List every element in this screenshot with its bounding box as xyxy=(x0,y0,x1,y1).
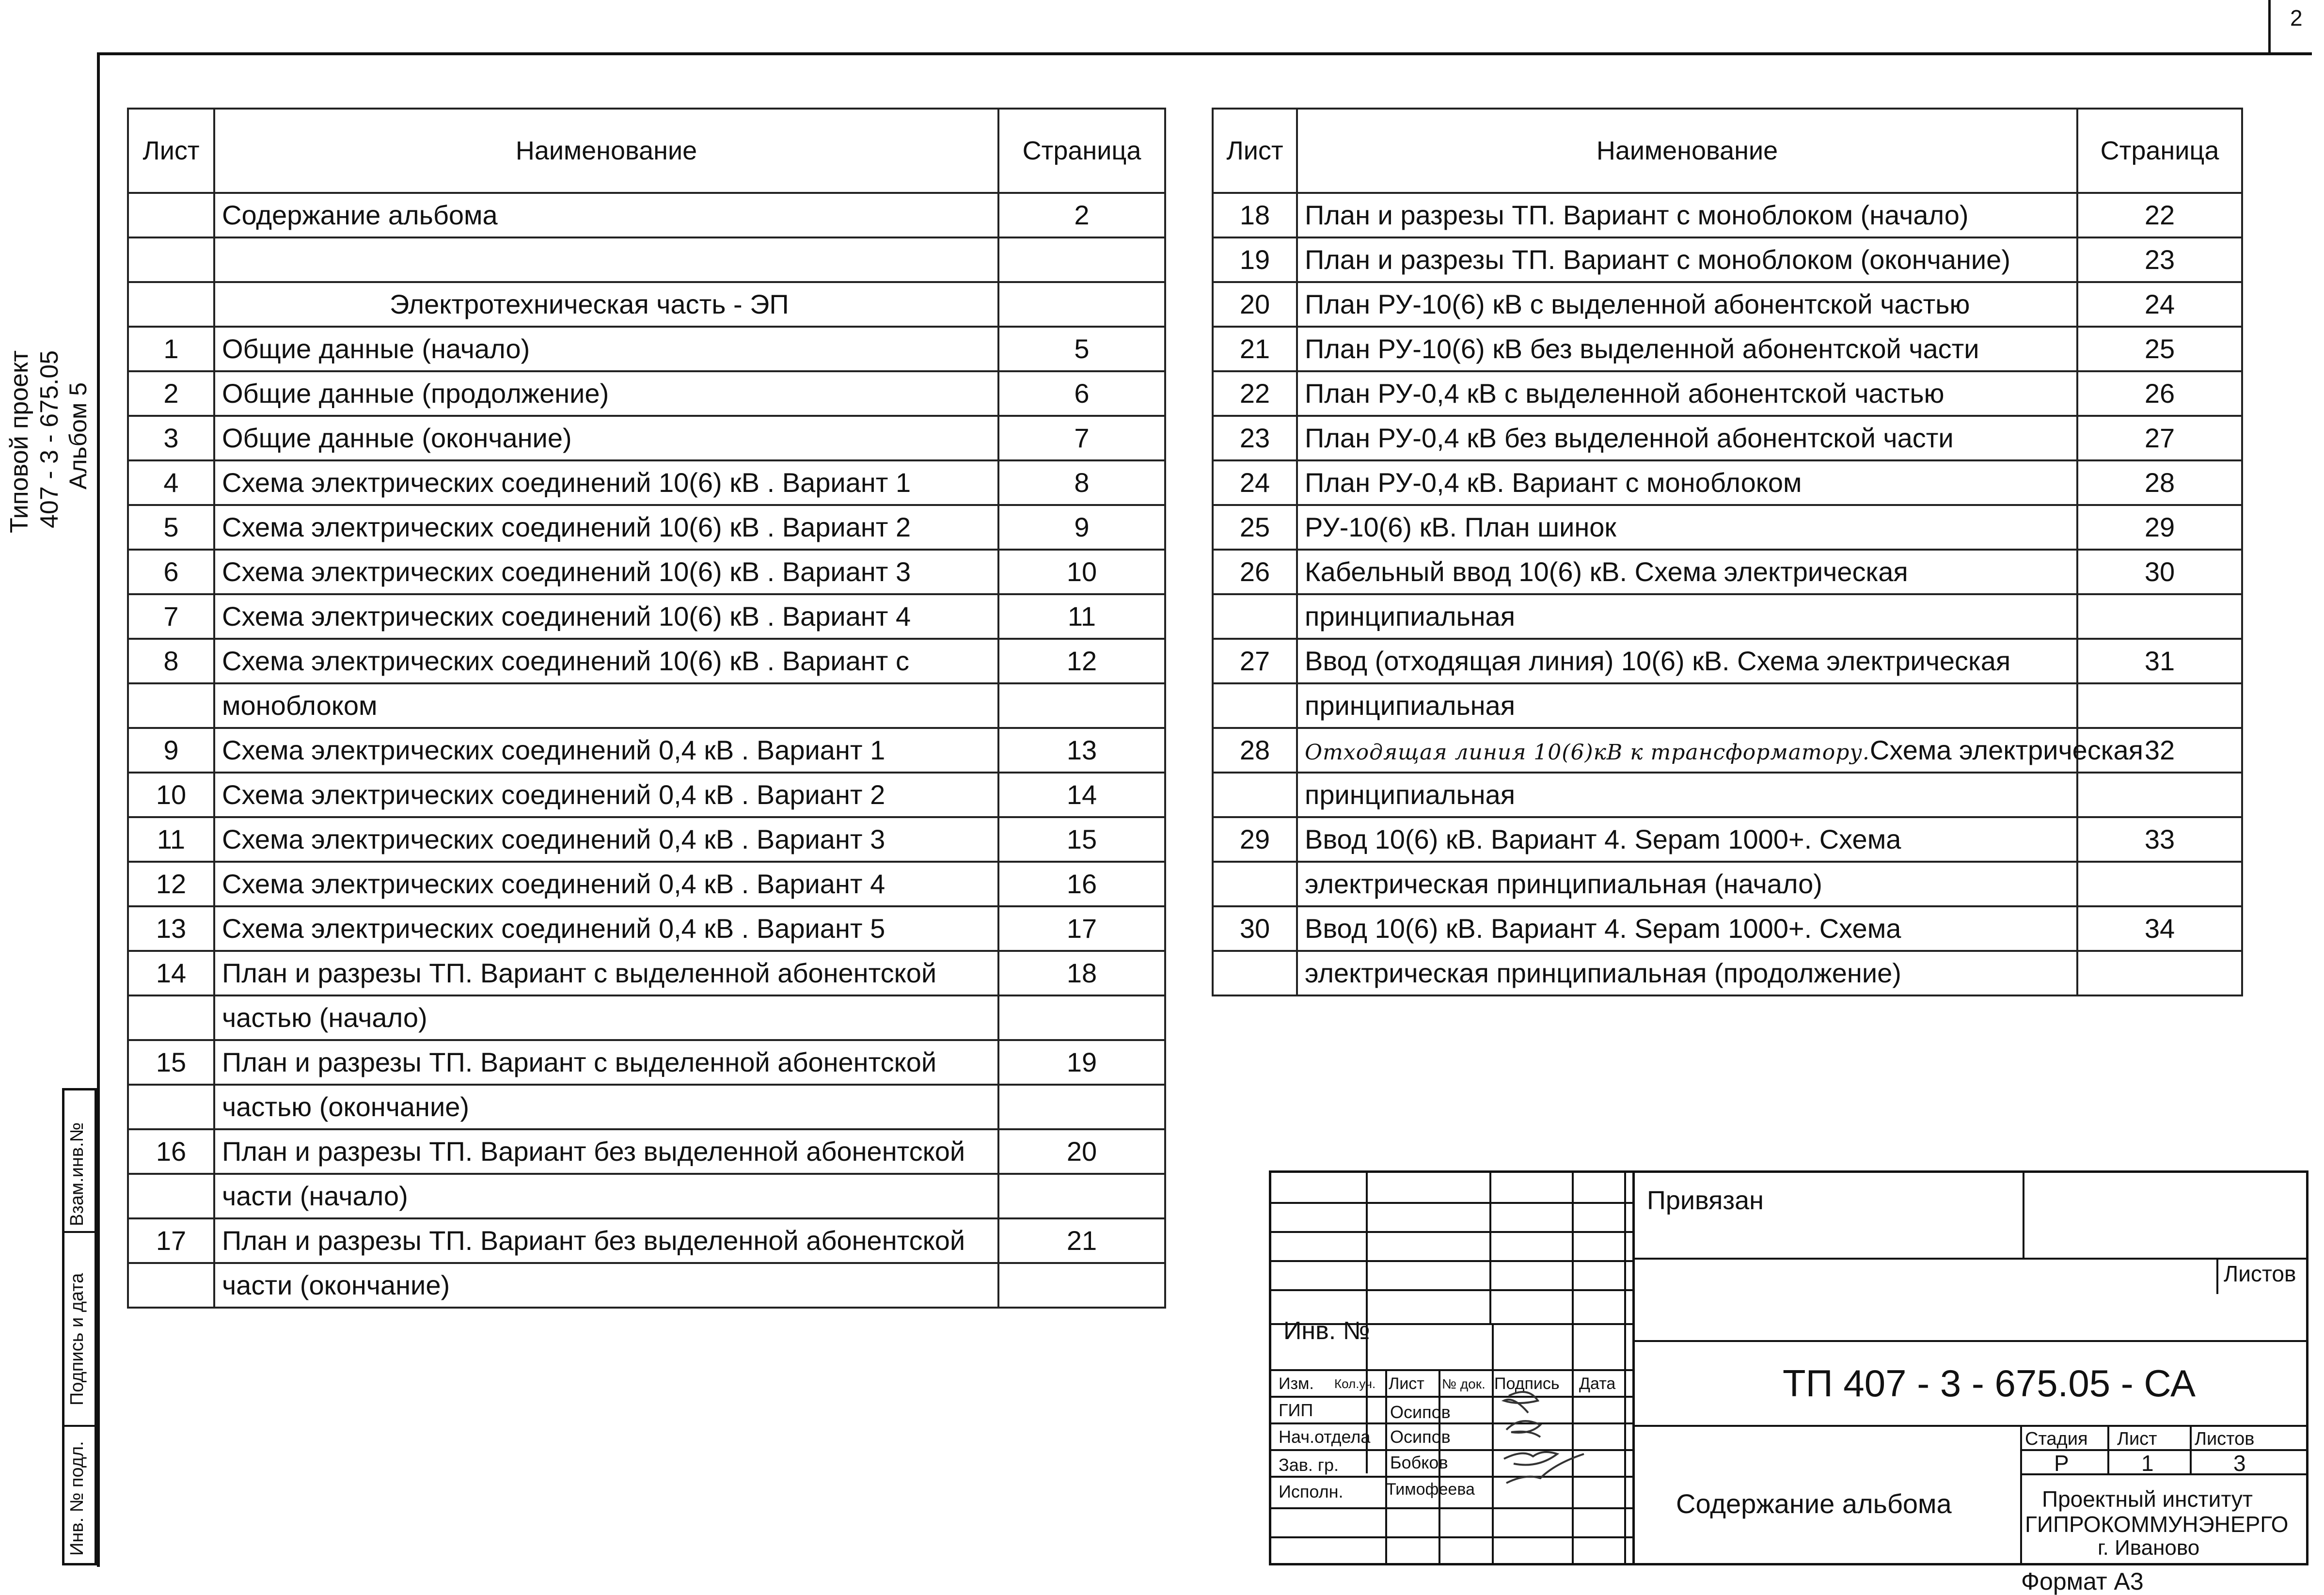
cell-page: 8 xyxy=(998,460,1165,505)
cell-page: 15 xyxy=(998,817,1165,862)
tb-role: Исполн. xyxy=(1279,1482,1344,1501)
cell-page: 13 xyxy=(998,728,1165,773)
tb-bound-label: Привязан xyxy=(1647,1186,1764,1215)
cell-page: 33 xyxy=(2077,817,2242,862)
cell-name: План РУ-10(6) кВ без выделенной абонентской части xyxy=(1297,327,2077,371)
table-row xyxy=(128,327,1165,371)
table-header-row xyxy=(128,109,1165,193)
tb-line xyxy=(2020,1425,2022,1565)
tb-grid-line xyxy=(1271,1231,1632,1233)
cell-page: 32 xyxy=(2077,728,2242,773)
cell-page xyxy=(2077,594,2242,639)
table-row xyxy=(128,594,1165,639)
cell-page xyxy=(2077,951,2242,995)
cell-name: Схема электрических соединений 0,4 кВ . Вариант 3 xyxy=(214,817,998,862)
cell-page xyxy=(2077,773,2242,817)
table-row xyxy=(1213,594,2242,639)
cell-page: 17 xyxy=(998,906,1165,951)
cell-sheet: 14 xyxy=(128,951,214,995)
cell-name: План и разрезы ТП. Вариант без выделенной абонентской xyxy=(214,1129,998,1174)
table-row xyxy=(1213,460,2242,505)
cell-name-text: Схема электрическая xyxy=(1869,735,2143,765)
signatures-icon xyxy=(1494,1386,1625,1502)
tb-org-line: Проектный институт xyxy=(2042,1486,2253,1512)
cell-sheet xyxy=(128,683,214,728)
tb-doc-code: ТП 407 - 3 - 675.05 - СА xyxy=(1783,1362,2196,1405)
cell-name: Схема электрических соединений 0,4 кВ . Вариант 2 xyxy=(214,773,998,817)
page-number: 2 xyxy=(2290,5,2303,31)
cell-page: 16 xyxy=(998,862,1165,906)
tb-col-date: Дата xyxy=(1579,1374,1616,1393)
cell-sheet: 25 xyxy=(1213,505,1297,550)
table-row xyxy=(128,862,1165,906)
cell-name: Ввод 10(6) кВ. Вариант 4. Sepam 1000+. Схема xyxy=(1297,906,2077,951)
tb-person: Тимофеева xyxy=(1386,1480,1475,1499)
tb-line xyxy=(1632,1340,2307,1342)
table-row xyxy=(1213,327,2242,371)
table-row xyxy=(1213,505,2242,550)
cell-page: 31 xyxy=(2077,639,2242,683)
table-row xyxy=(128,193,1165,237)
table-row xyxy=(1213,728,2242,773)
tb-sheets-header: Листов xyxy=(2195,1429,2255,1449)
cell-name: Ввод 10(6) кВ. Вариант 4. Sepam 1000+. Схема xyxy=(1297,817,2077,862)
cell-sheet xyxy=(128,193,214,237)
table-row xyxy=(128,728,1165,773)
tb-stage-header: Стадия xyxy=(2025,1429,2088,1449)
cell-sheet xyxy=(128,995,214,1040)
cell-page: 10 xyxy=(998,550,1165,594)
cell-name: частью (окончание) xyxy=(214,1085,998,1129)
header-name: Наименование xyxy=(214,109,998,193)
header-sheet: Лист xyxy=(128,109,214,193)
tb-grid-line xyxy=(1271,1202,1632,1204)
tb-grid-line xyxy=(1271,1289,1632,1291)
header-page: Страница xyxy=(2077,109,2242,193)
table-row xyxy=(128,1263,1165,1308)
cell-sheet: 18 xyxy=(1213,193,1297,237)
table-row xyxy=(1213,416,2242,460)
tb-sheets-label: Листов xyxy=(2224,1261,2296,1286)
table-row xyxy=(128,460,1165,505)
cell-page: 29 xyxy=(2077,505,2242,550)
cell-page: 19 xyxy=(998,1040,1165,1085)
handwritten-note: Отходящая линия 10(6)кВ к трансформатору. xyxy=(1305,740,1870,765)
tb-col-sheet: Лист xyxy=(1389,1374,1424,1393)
tb-doc-title: Содержание альбома xyxy=(1676,1488,1952,1519)
cell-name: План РУ-0,4 кВ без выделенной абонентской части xyxy=(1297,416,2077,460)
tb-col-count: Кол.уч. xyxy=(1334,1376,1376,1391)
table-row xyxy=(1213,282,2242,327)
tb-grid-line xyxy=(1271,1369,1632,1371)
tb-grid-line xyxy=(1492,1323,1494,1565)
table-row xyxy=(1213,550,2242,594)
cell-sheet xyxy=(128,237,214,282)
table-row xyxy=(128,371,1165,416)
cell-name: Кабельный ввод 10(6) кВ. Схема электрическая xyxy=(1297,550,2077,594)
side-stamp-divider xyxy=(64,1231,95,1233)
cell-sheet: 3 xyxy=(128,416,214,460)
cell-page: 18 xyxy=(998,951,1165,995)
cell-page: 14 xyxy=(998,773,1165,817)
cell-sheet xyxy=(1213,862,1297,906)
cell-name: Схема электрических соединений 10(6) кВ . Вариант 4 xyxy=(214,594,998,639)
side-stamp-signature: Подпись и дата xyxy=(67,1273,87,1405)
title-block xyxy=(1269,1170,2308,1565)
cell-name: Схема электрических соединений 10(6) кВ . Вариант с xyxy=(214,639,998,683)
table-row xyxy=(128,1174,1165,1218)
header-page: Страница xyxy=(998,109,1165,193)
table-row xyxy=(128,416,1165,460)
cell-sheet: 26 xyxy=(1213,550,1297,594)
cell-sheet: 27 xyxy=(1213,639,1297,683)
cell-page: 26 xyxy=(2077,371,2242,416)
cell-name: Схема электрических соединений 0,4 кВ . Вариант 4 xyxy=(214,862,998,906)
cell-sheet: 2 xyxy=(128,371,214,416)
table-row xyxy=(128,1040,1165,1085)
cell-name: Схема электрических соединений 0,4 кВ . Вариант 1 xyxy=(214,728,998,773)
tb-grid-line xyxy=(1271,1536,1632,1538)
cell-page xyxy=(998,237,1165,282)
cell-name: моноблоком xyxy=(214,683,998,728)
tb-person: Осипов xyxy=(1390,1427,1451,1447)
cell-name: План РУ-10(6) кВ с выделенной абонентской частью xyxy=(1297,282,2077,327)
cell-sheet xyxy=(128,1174,214,1218)
cell-page: 9 xyxy=(998,505,1165,550)
table-row xyxy=(128,906,1165,951)
cell-name: Схема электрических соединений 10(6) кВ . Вариант 1 xyxy=(214,460,998,505)
tb-col-signature: Подпись xyxy=(1494,1374,1560,1393)
cell-name: План и разрезы ТП. Вариант с моноблоком (начало) xyxy=(1297,193,2077,237)
cell-page: 5 xyxy=(998,327,1165,371)
tb-sheet-value: 1 xyxy=(2141,1451,2154,1476)
table-row xyxy=(128,1085,1165,1129)
cell-sheet xyxy=(128,1085,214,1129)
table-row xyxy=(128,995,1165,1040)
tb-line xyxy=(2107,1425,2109,1473)
tb-col-change: Изм. xyxy=(1279,1374,1314,1393)
cell-name: Ввод (отходящая линия) 10(6) кВ. Схема электрическая xyxy=(1297,639,2077,683)
cell-page: 30 xyxy=(2077,550,2242,594)
cell-sheet xyxy=(128,282,214,327)
table-row xyxy=(1213,862,2242,906)
cell-sheet: 4 xyxy=(128,460,214,505)
tb-org-line: ГИПРОКОММУНЭНЕРГО xyxy=(2025,1512,2289,1537)
cell-sheet: 6 xyxy=(128,550,214,594)
cell-page xyxy=(2077,862,2242,906)
cell-sheet: 12 xyxy=(128,862,214,906)
tb-col-docno: № док. xyxy=(1442,1376,1486,1391)
cell-sheet xyxy=(1213,951,1297,995)
cell-name: Содержание альбома xyxy=(214,193,998,237)
cell-page: 2 xyxy=(998,193,1165,237)
cell-page: 28 xyxy=(2077,460,2242,505)
cell-page xyxy=(998,683,1165,728)
cell-page: 23 xyxy=(2077,237,2242,282)
cell-name: План и разрезы ТП. Вариант с выделенной абонентской xyxy=(214,1040,998,1085)
table-row xyxy=(128,505,1165,550)
cell-name: принципиальная xyxy=(1297,683,2077,728)
cell-page: 24 xyxy=(2077,282,2242,327)
tb-line xyxy=(1632,1258,2307,1260)
table-row xyxy=(128,1129,1165,1174)
contents-table-left xyxy=(127,108,1166,1309)
cell-sheet: 30 xyxy=(1213,906,1297,951)
table-row xyxy=(1213,773,2242,817)
tb-person: Осипов xyxy=(1390,1402,1451,1422)
cell-name: электрическая принципиальная (начало) xyxy=(1297,862,2077,906)
cell-page xyxy=(998,1174,1165,1218)
header-sheet: Лист xyxy=(1213,109,1297,193)
cell-name: План и разрезы ТП. Вариант с моноблоком (окончание) xyxy=(1297,237,2077,282)
cell-sheet: 8 xyxy=(128,639,214,683)
cell-sheet xyxy=(1213,683,1297,728)
cell-page xyxy=(998,1085,1165,1129)
cell-sheet: 24 xyxy=(1213,460,1297,505)
cell-name: принципиальная xyxy=(1297,594,2077,639)
cell-name: части (начало) xyxy=(214,1174,998,1218)
side-stamp-replace: Взам.инв.№ xyxy=(67,1122,87,1226)
cell-sheet: 10 xyxy=(128,773,214,817)
cell-name: План РУ-0,4 кВ. Вариант с моноблоком xyxy=(1297,460,2077,505)
cell-sheet xyxy=(128,1263,214,1308)
table-row xyxy=(128,951,1165,995)
cell-page xyxy=(998,995,1165,1040)
cell-page xyxy=(998,282,1165,327)
table-row xyxy=(128,1218,1165,1263)
cell-name: РУ-10(6) кВ. План шинок xyxy=(1297,505,2077,550)
side-stamp-inventory: Инв. № подл. xyxy=(67,1441,87,1556)
cell-name: частью (начало) xyxy=(214,995,998,1040)
side-title-code: 407 - 3 - 675.05 xyxy=(35,350,63,528)
cell-name: Общие данные (начало) xyxy=(214,327,998,371)
cell-name: План и разрезы ТП. Вариант без выделенной абонентской xyxy=(214,1218,998,1263)
cell-name xyxy=(1297,728,2143,773)
cell-sheet: 23 xyxy=(1213,416,1297,460)
cell-name: электрическая принципиальная (продолжение) xyxy=(1297,951,2077,995)
cell-sheet: 29 xyxy=(1213,817,1297,862)
table-row xyxy=(128,683,1165,728)
cell-sheet: 15 xyxy=(128,1040,214,1085)
table-row xyxy=(1213,817,2242,862)
cell-page xyxy=(2077,683,2242,728)
tb-sheets-value: 3 xyxy=(2233,1451,2246,1476)
cell-sheet: 9 xyxy=(128,728,214,773)
cell-name: Схема электрических соединений 0,4 кВ . Вариант 5 xyxy=(214,906,998,951)
tb-inv-no: Инв. № xyxy=(1283,1317,1370,1345)
cell-sheet xyxy=(1213,594,1297,639)
cell-name: Электротехническая часть - ЭП xyxy=(214,282,998,327)
cell-sheet: 28 xyxy=(1213,728,1297,773)
cell-sheet: 17 xyxy=(128,1218,214,1263)
side-stamp-divider xyxy=(64,1425,95,1427)
tb-grid-line xyxy=(1271,1260,1632,1262)
table-row xyxy=(128,550,1165,594)
cell-name: План РУ-0,4 кВ с выделенной абонентской частью xyxy=(1297,371,2077,416)
cell-page: 12 xyxy=(998,639,1165,683)
cell-page: 11 xyxy=(998,594,1165,639)
cell-page: 22 xyxy=(2077,193,2242,237)
tb-line xyxy=(2216,1258,2218,1294)
cell-page: 25 xyxy=(2077,327,2242,371)
side-title-album: Альбом 5 xyxy=(64,382,92,490)
cell-name: Общие данные (продолжение) xyxy=(214,371,998,416)
cell-sheet: 1 xyxy=(128,327,214,371)
cell-name: Общие данные (окончание) xyxy=(214,416,998,460)
cell-sheet: 20 xyxy=(1213,282,1297,327)
cell-sheet: 21 xyxy=(1213,327,1297,371)
cell-name: Схема электрических соединений 10(6) кВ . Вариант 2 xyxy=(214,505,998,550)
cell-sheet: 7 xyxy=(128,594,214,639)
table-row xyxy=(128,817,1165,862)
side-title-project: Типовой проект xyxy=(5,350,33,533)
table-row xyxy=(1213,951,2242,995)
tb-role: Зав. гр. xyxy=(1279,1455,1339,1475)
tb-grid-line xyxy=(1489,1173,1491,1323)
tb-role: Нач.отдела xyxy=(1279,1427,1371,1447)
table-row xyxy=(1213,683,2242,728)
table-header-row xyxy=(1213,109,2242,193)
cell-page: 20 xyxy=(998,1129,1165,1174)
tb-line xyxy=(2190,1425,2192,1473)
tb-stage-value: Р xyxy=(2054,1451,2069,1476)
tb-sheet-header: Лист xyxy=(2117,1429,2157,1449)
cell-name: принципиальная xyxy=(1297,773,2077,817)
table-row xyxy=(1213,639,2242,683)
paper-format: Формат А3 xyxy=(2021,1568,2144,1595)
table-row xyxy=(128,773,1165,817)
table-row xyxy=(1213,237,2242,282)
cell-sheet: 22 xyxy=(1213,371,1297,416)
table-row xyxy=(128,282,1165,327)
cell-sheet: 16 xyxy=(128,1129,214,1174)
cell-page xyxy=(998,1263,1165,1308)
contents-table-right xyxy=(1212,108,2243,996)
tb-role: ГИП xyxy=(1279,1400,1313,1420)
table-row xyxy=(128,237,1165,282)
header-name: Наименование xyxy=(1297,109,2077,193)
cell-name xyxy=(214,237,998,282)
tb-grid-line xyxy=(1271,1507,1632,1509)
cell-name: части (окончание) xyxy=(214,1263,998,1308)
tb-person: Бобков xyxy=(1390,1453,1448,1472)
cell-page: 21 xyxy=(998,1218,1165,1263)
tb-line xyxy=(2023,1173,2024,1258)
cell-page: 6 xyxy=(998,371,1165,416)
cell-page: 27 xyxy=(2077,416,2242,460)
tb-line xyxy=(1632,1425,2307,1427)
table-row xyxy=(1213,906,2242,951)
tb-org-line: г. Иваново xyxy=(2098,1536,2200,1560)
cell-page: 34 xyxy=(2077,906,2242,951)
cell-sheet: 5 xyxy=(128,505,214,550)
cell-sheet xyxy=(1213,773,1297,817)
table-row xyxy=(1213,371,2242,416)
cell-sheet: 13 xyxy=(128,906,214,951)
tb-main-divider xyxy=(1632,1173,1635,1565)
table-row xyxy=(128,639,1165,683)
table-row xyxy=(1213,193,2242,237)
tb-line xyxy=(2216,1258,2308,1260)
cell-name: Схема электрических соединений 10(6) кВ . Вариант 3 xyxy=(214,550,998,594)
cell-page: 7 xyxy=(998,416,1165,460)
cell-sheet: 11 xyxy=(128,817,214,862)
cell-name: План и разрезы ТП. Вариант с выделенной абонентской xyxy=(214,951,998,995)
cell-sheet: 19 xyxy=(1213,237,1297,282)
